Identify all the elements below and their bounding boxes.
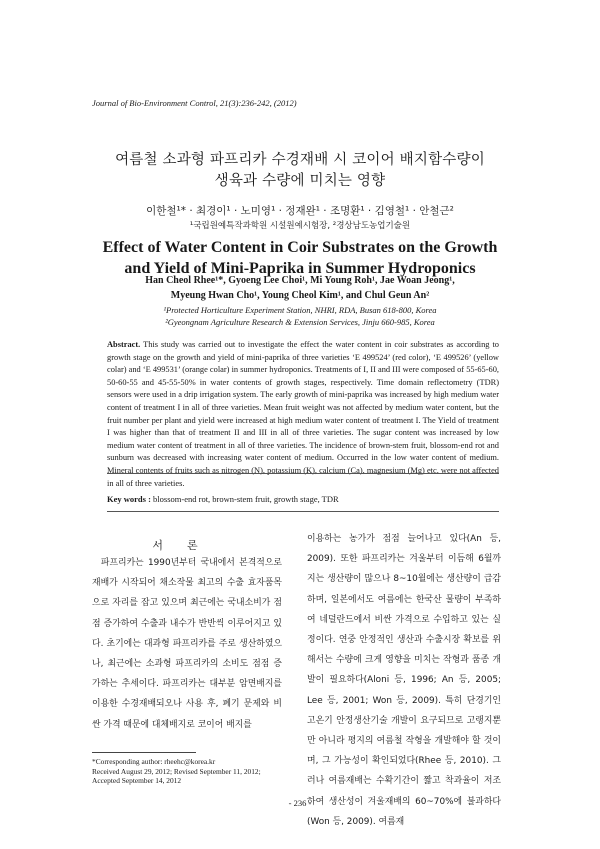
korean-authors: 이한철¹* · 최경이¹ · 노미영¹ · 정재완¹ · 조명환¹ · 김영철¹ · 안철근² [146, 205, 454, 217]
abstract-text: This study was carried out to investigate the effect the water content in coir substrates as according to growth stage on the growth and yield of mini-paprika of three varieties ‘E 499524’ (red color), ‘E 499526’ (yellow colar) and ‘E 499531’ (orange colar) in summer hydroponics. Treatments of I, II and III were composed of 55-65-60, 50-60-55 and 45-55-50% in water contents of growth stages, respectively. Time domain reflectometry (TDR) sensors were used in a drip irrigation system. The early growth of mini-paprika was increased by high medium water content of treatment I in all of three varieties. Mean fruit weight was not affected by medium water content, but the fruit number per plant and yield were increased at high medium water content of treatment I. The Yield of treatment I was higher than that of treatment II and III in all of three varieties. The sugar content was increased by low medium water content of treatment in all of three varieties. The incidence of brown-stem fruit, blossom-end rot and sunburn was decreased with increasing water content of medium. Occurred in the low water content of medium. Mineral contents of fruits such as nitrogen (N), potassium (K), calcium (Ca), magnesium (Mg) etc. were not affected in all of three varieties. [107, 340, 499, 488]
english-authors-line2: Myeung Hwan Cho¹, Young Cheol Kim¹, and Chul Geun An² [170, 290, 430, 301]
divider-top [107, 473, 499, 474]
footnote-corresponding: *Corresponding author: rheehc@korea.kr [92, 757, 216, 766]
english-affiliation-2: ²Gyeongnam Agriculture Research & Extension Services, Jinju 660-985, Korea [165, 317, 435, 327]
intro-right-text: 이용하는 농가가 점점 늘어나고 있다(An 등, 2009). 또한 파프리카는 겨울부터 이듬해 6월까지는 생산량이 많으나 8~10월에는 생산량이 급감하며, 일본에서도 여름에는 한국산 물량이 부족하여 네덜란드에서 비싼 가격으로 수입하고 있는 실정이다. 연중 안정적인 생산과 수출시장 확보를 위해서는 수량에 크게 영향을 미치는 작형과 품종 개발이 필요하다(Aloni 등, 1996; An 등, 2005; Lee 등, 2001; Won 등, 2009). 특히 단경기인 고온기 안정생산기술 개발이 요구되므로 고랭지뿐만 아니라 평지의 여름철 작형을 개발해야 할 것이며, 그 가능성이 확인되었다(Rhee 등, 2010). 그러나 여름재배는 수확기간이 짧고 착과율이 저조하여 생산성이 겨울재배의 60~70%에 불과하다(Won 등, 2009). 여름재 [307, 534, 501, 827]
keywords-text: blossom-end rot, brown-stem fruit, growth stage, TDR [153, 494, 339, 504]
footnote-rule [92, 752, 196, 753]
intro-left-column [92, 553, 282, 735]
keywords-label: Key words : [107, 494, 151, 504]
english-title-line1: Effect of Water Content in Coir Substrates on the Growth [102, 239, 498, 256]
divider-bottom [107, 511, 499, 512]
english-title-line2: and Yield of Mini-Paprika in Summer Hydroponics [124, 260, 476, 277]
footnote-accepted: Accepted September 14, 2012 [92, 776, 182, 785]
korean-affiliation: ¹국립원예특작과학원 시설원예시험장, ²경상남도농업기술원 [189, 221, 411, 231]
keywords [107, 494, 339, 504]
korean-title-line2: 생육과 수량에 미치는 영향 [214, 173, 386, 189]
footnote [92, 757, 261, 786]
english-affiliation-1: ¹Protected Horticulture Experiment Station, NHRI, RDA, Busan 618-800, Korea [163, 305, 437, 315]
intro-right-column [307, 529, 501, 832]
abstract-label: Abstract. [107, 340, 141, 349]
english-authors-line1: Han Cheol Rhee¹*, Gyoeng Lee Choi¹, Mi Young Roh¹, Jae Woan Jeong¹, [145, 275, 455, 286]
page-number: - 236 - [288, 798, 312, 808]
abstract [107, 339, 499, 490]
journal-citation: Journal of Bio-Environment Control, 21(3):236-242, (2012) [92, 98, 297, 108]
section-heading: 서론 [152, 539, 222, 552]
footnote-received: Received August 29, 2012; Revised September 11, 2012; [92, 766, 261, 776]
korean-title-line1: 여름철 소과형 파프리카 수경재배 시 코이어 배지함수량이 [115, 152, 485, 168]
intro-left-text: 파프리카는 1990년부터 국내에서 본격적으로 재배가 시작되어 채소작물 최고의 수출 효자품목으로 자리를 잡고 있으며 최근에는 국내소비가 점점 증가하여 수출과 내수가 반반씩 이루어지고 있다. 초기에는 대과형 파프리카를 주로 생산하였으나, 최근에는 소과형 파프리카의 소비도 점점 증가하는 추세이다. 파프리카는 대부분 암면배지를 이용한 수경재배되오나 사용 후, 폐기 문제와 비싼 가격 때문에 대체배지로 코이어 배지를 [92, 558, 282, 730]
